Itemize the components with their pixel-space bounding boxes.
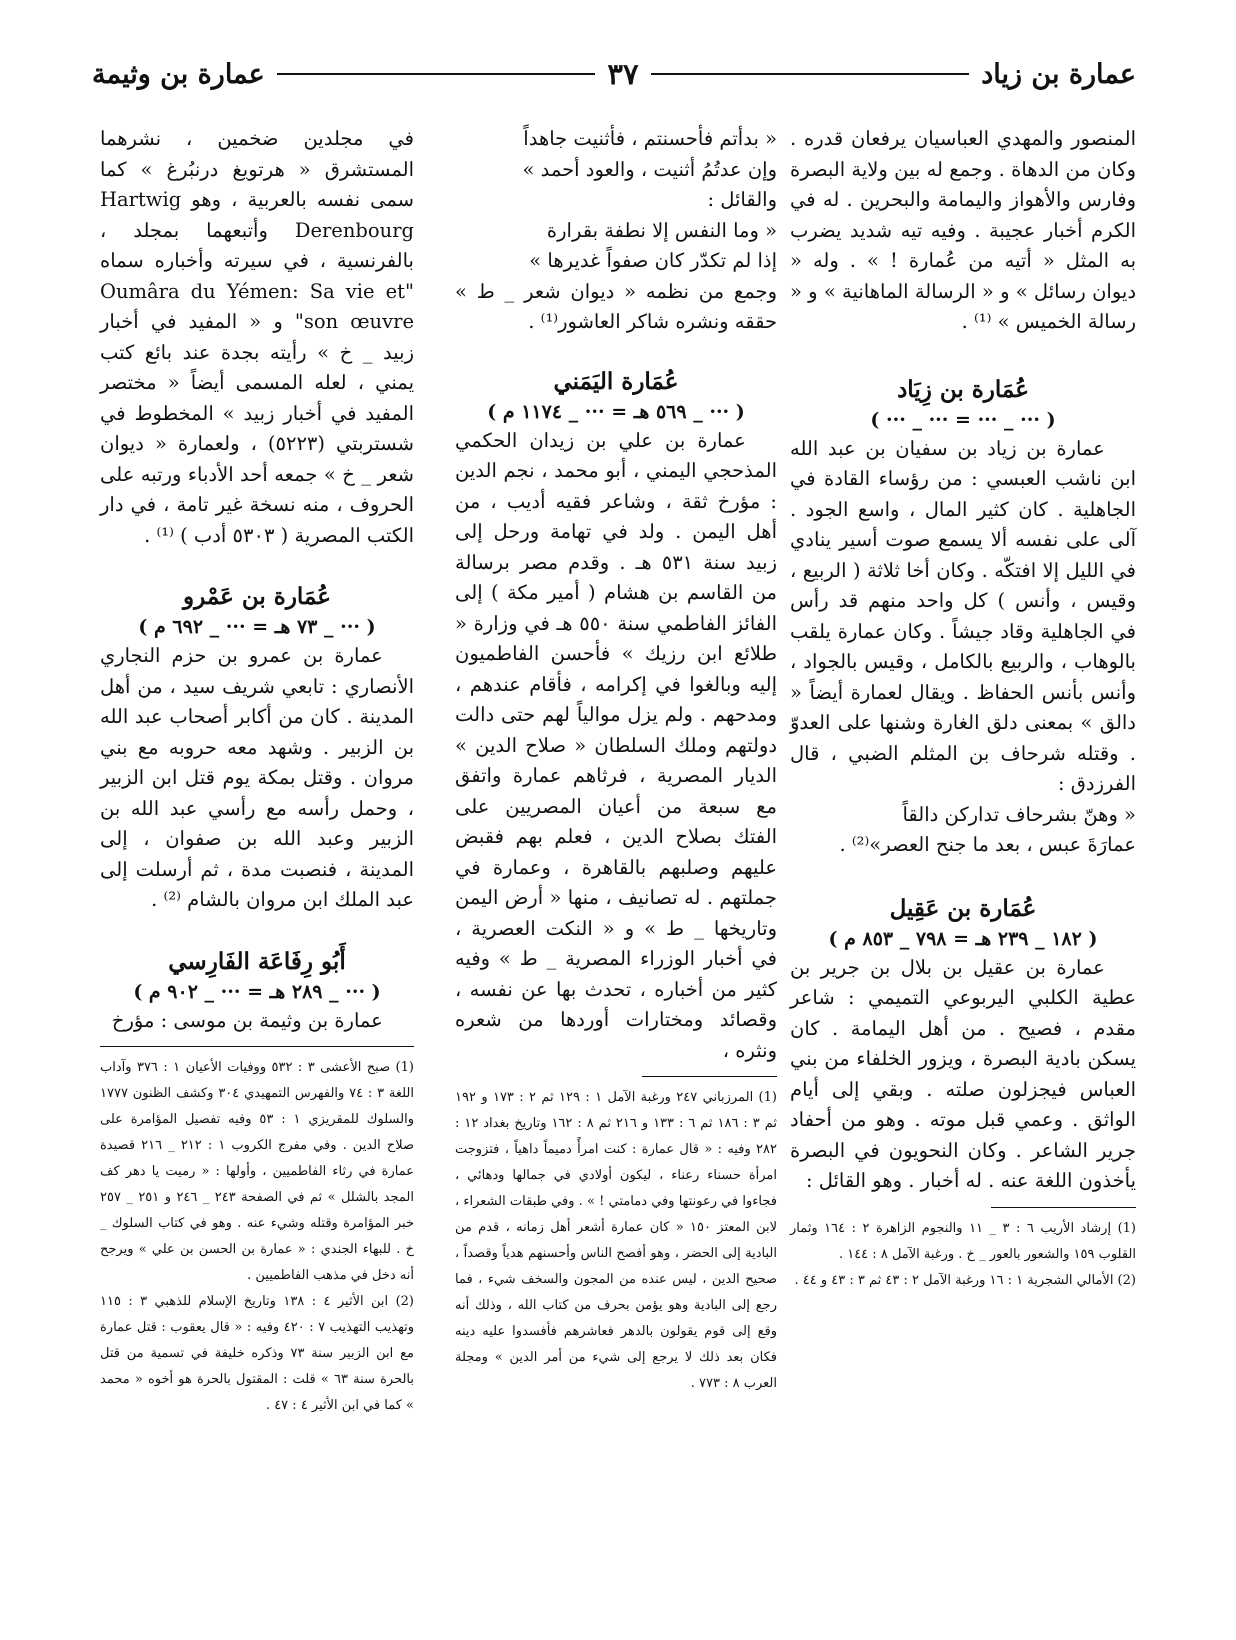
entry-dates: ( ··· _ ٢٨٩ هـ = ··· _ ٩٠٢ م ) <box>133 980 381 1003</box>
continued-text: المنصور والمهدي العباسيان يرفعان قدره . وكان من الدهاة . وجمع له بين ولاية البصرة وفارس والأهواز واليمامة والبحرين . له في الكرم أخبار عجيبة . وفيه تيه شديد يضرب به المثل « أتيه من عُمارة ! » . وله « ديوان رسائل » و « الرسالة الماهانية » و « رسالة الخميس » ⁽¹⁾ . <box>790 127 1136 333</box>
verse-line: « وهنّ بشرحاف تداركن دالقاً <box>902 802 1136 826</box>
entry-dates: ( ··· _ ··· = ··· _ ··· ) <box>870 408 1056 431</box>
footnote: (2) ابن الأثير ٤ : ١٣٨ وتاريخ الإسلام للذهبي ٣ : ١١٥ وتهذيب التهذيب ٧ : ٤٢٠ وفيه : « قال يعقوب : قتل عمارة مع ابن الزبير سنة ٧٣ وذكره خليفة في تسمية من قتل بالحرة سنة ٦٣ » قلت : المقتول بالحرة هو أخوه « محمد » كما في ابن الأثير ٤ : ٤٧ . <box>100 1294 414 1413</box>
entry-body: عمارة بن وثيمة بن موسى : مؤرخ <box>111 1008 383 1032</box>
header-rule <box>651 73 970 75</box>
column-middle <box>455 124 777 1397</box>
entry-body: عمارة بن علي بن زيدان الحكمي المذحجي اليمني ، أبو محمد ، نجم الدين : مؤرخ ثقة ، وشاعر فقيه أديب ، من أهل اليمن . ولد في تهامة ورحل إلى زبيد سنة ٥٣١ هـ . وقدم مصر برسالة من القاسم بن هشام ( أمير مكة ) إلى الفائز الفاطمي سنة ٥٥٠ هـ في وزارة « طلائع ابن رزيك » فأحسن الفاطميون إليه وبالغوا في إكرامه ، فأقام عندهم ، ومدحهم . ولم يزل موالياً لهم حتى دالت دولتهم وملك السلطان « صلاح الدين » الديار المصرية ، فرثاهم عمارة واتفق مع سبعة من أعيان المصريين على الفتك بصلاح الدين ، فعلم بهم فقبض عليهم وصلبهم بالقاهرة ، وعمارة في جملتهم . له تصانيف ، منها « أرض اليمن وتاريخها _ ط » و « النكت العصرية ، في أخبار الوزراء المصرية _ ط » وفيه كثير من أخباره ، تحدث بها عن نفسه ، وقصائد ومختارات أوردها من شعره ونثره ، <box>455 428 777 1062</box>
verse-line: إذا لم تكدّر كان صفواً غديرها » <box>529 249 777 272</box>
entry-title: عُمَارة بن عَمْرو <box>183 583 331 610</box>
running-head-right: عمارة بن زياد <box>981 58 1136 90</box>
footnote-rule <box>991 1207 1136 1208</box>
footnote-rule <box>642 1076 777 1077</box>
verse-line: « وما النفس إلا نطفة بقرارة <box>546 218 777 242</box>
column-right <box>790 124 1136 1294</box>
entry-title: أَبُو رِفَاعَة الفَارِسي <box>168 947 346 975</box>
footnote: (1) إرشاد الأريب ٦ : ٣ _ ١١ والنجوم الزاهرة ٢ : ١٦٤ وثمار القلوب ١٥٩ والشعور بالعور _ خ . ورغبة الآمل ٨ : ١٤٤ . <box>790 1220 1136 1262</box>
footnote: (1) المرزباني ٢٤٧ ورغبة الآمل ١ : ١٢٩ ثم ٢ : ١٧٣ و ١٩٢ ثم ٣ : ١٨٦ ثم ٦ : ١٣٣ و ٢١٦ ثم ٨ : ١٦٢ وتاريخ بغداد ١٢ : ٢٨٢ وفيه : « قال عمارة : كنت امرأً دميماً داهياً ، فتزوجت امرأة حسناء رعناء ، ليكون أولادي في جمالها ودهائي ، فجاءوا في رعونتها وفي دمامتي ! » . وفي طبقات الشعراء ، لابن المعتز ١٥٠ « كان عمارة أشعر أهل زمانه ، قدم من البادية إلى الحضر ، وهو أفصح الناس وأحسنهم هدياً وقصداً ، صحيح الدين ، ليس عنده من المجون والسخف شيء ، فما رجع إلى البادية وهو يؤمن بحرف من كتاب الله ، وذلك أنه وقع إلى قوم يقولون بالدهر فعاشرهم فأفسدوا عليه دينه فكان بعد ذلك لا يرجع إلى شيء من أمر الدين » ومجلة العرب ٨ : ٧٧٣ . <box>455 1090 778 1391</box>
column-left <box>100 124 414 1419</box>
footnote: (2) الأمالي الشجرية ١ : ١٦ ورغبة الآمل ٢ : ٤٣ ثم ٣ : ٤٣ و ٤٤ . <box>794 1272 1136 1288</box>
footnote-rule <box>100 1046 414 1047</box>
running-head-left: عمارة بن وثيمة <box>91 58 265 90</box>
entry-title: عُمَارة اليَمَني <box>553 367 679 395</box>
entry-body: عمارة بن عمرو بن حزم النجاري الأنصاري : تابعي شريف سيد ، من أهل المدينة . كان من أكابر أصحاب عبد الله بن الزبير . وشهد معه حروبه مع بني مروان . وقتل بمكة يوم قتل ابن الزبير ، وحمل رأسه مع رأسي عبد الله بن الزبير وعبد الله بن صفوان ، إلى المدينة ، فنصبت مدة ، ثم أرسلت إلى عبد الملك ابن مروان بالشام ⁽²⁾ . <box>100 644 414 911</box>
continued-text: في مجلدين ضخمين ، نشرهما المستشرق « هرتويغ درنبُرغ » كما سمى نفسه بالعربية ، وهو Hartwig Derenbourg وأتبعهما بمجلد ، بالفرنسية ، في سيرته وأخباره سماه "Oumâra du Yémen: Sa vie et son œuvre" و « المفيد في أخبار زبيد _ خ » رأيته بجدة عند بائع كتب يمني ، لعله المسمى أيضاً « مختصر المفيد في أخبار زبيد » المخطوط في شستربتي (٥٢٢٣) ، ولعمارة « ديوان شعر _ خ » جمعه أحد الأدباء ورتبه على الحروف ، منه نسخة غير تامة ، في دار الكتب المصرية ( ٥٣٠٣ أدب ) ⁽¹⁾ . <box>100 127 414 547</box>
entry-body: عمارة بن زياد بن سفيان بن عبد الله ابن ناشب العبسي : من رؤساء القادة في الجاهلية . كان كثير المال ، واسع الجود . آلى على نفسه ألا يسمع صوت أسير ينادي في الليل إلا افتكّه . وكان أخا ثلاثة ( الربيع ، وقيس ، وأنس ) كل واحد منهم قد رأس في الجاهلية وقاد جيشاً . وكان عمارة يلقب بالوهاب ، والربيع بالكامل ، وقيس بالجواد ، وأنس بأنس الحفاظ . ويقال لعمارة أيضاً « دالق » بمعنى دلق الغارة وشنها على العدوّ . وقتله شرحاف بن المثلم الضبي ، قال الفرزدق : <box>790 436 1136 795</box>
entry-title: عُمَارة بن عَقِيل <box>889 894 1037 922</box>
header-rule <box>277 73 596 75</box>
page-header <box>92 52 1136 96</box>
verse-line: وإن عدتُمُ أثنيت ، والعود أحمد » <box>522 157 777 181</box>
entry-title: عُمَارة بن زِيَاد <box>897 375 1029 403</box>
entry-body: عمارة بن عقيل بن بلال بن جرير بن عطية الكلبي اليربوعي التميمي : شاعر مقدم ، فصيح . من أهل اليمامة . كان يسكن بادية البصرة ، ويزور الخلفاء من بني العباس فيجزلون صلته . وبقي إلى أيام الواثق . وعمي قبل موته . وهو من أحفاد جرير الشاعر . وكان النحويون في البصرة يأخذون اللغة عنه . له أخبار . وهو القائل : <box>790 955 1136 1192</box>
verse-line: « بدأتم فأحسنتم ، فأثنيت جاهداً <box>523 127 777 150</box>
page-number: ٣٧ <box>607 57 639 91</box>
text-line: والقائل : <box>707 188 777 211</box>
text-line: وجمع من نظمه « ديوان شعر _ ط » حققه ونشره شاكر العاشور⁽¹⁾ . <box>455 279 777 333</box>
verse-line: عمارَةَ عبس ، بعد ما جنح العصر»⁽²⁾ . <box>839 833 1136 856</box>
entry-dates: ( ١٨٢ _ ٢٣٩ هـ = ٧٩٨ _ ٨٥٣ م ) <box>828 927 1098 950</box>
entry-dates: ( ··· _ ٥٦٩ هـ = ··· _ ١١٧٤ م ) <box>487 400 745 423</box>
entry-dates: ( ··· _ ٧٣ هـ = ··· _ ٦٩٢ م ) <box>138 616 376 638</box>
footnote: (1) صبح الأعشى ٣ : ٥٣٢ ووفيات الأعيان ١ : ٣٧٦ وآداب اللغة ٣ : ٧٤ والفهرس التمهيدي ٣٠٤ وكشف الظنون ١٧٧٧ والسلوك للمقريزي ١ : ٥٣ وفيه تفصيل المؤامرة على صلاح الدين . وفي مفرج الكروب ١ : ٢١٢ _ ٢١٦ قصيدة عمارة في رثاء الفاطميين ، وأولها : « رميت يا دهر كف المجد بالشلل » ثم في الصفحة ٢٤٣ _ ٢٤٦ و ٢٥١ _ ٢٥٧ خبر المؤامرة وقتله وشيء عنه . وهو في كتاب السلوك _ خ . للبهاء الجندي : « عمارة بن الحسن بن علي » ويرجح أنه دخل في مذهب الفاطميين . <box>100 1060 415 1283</box>
